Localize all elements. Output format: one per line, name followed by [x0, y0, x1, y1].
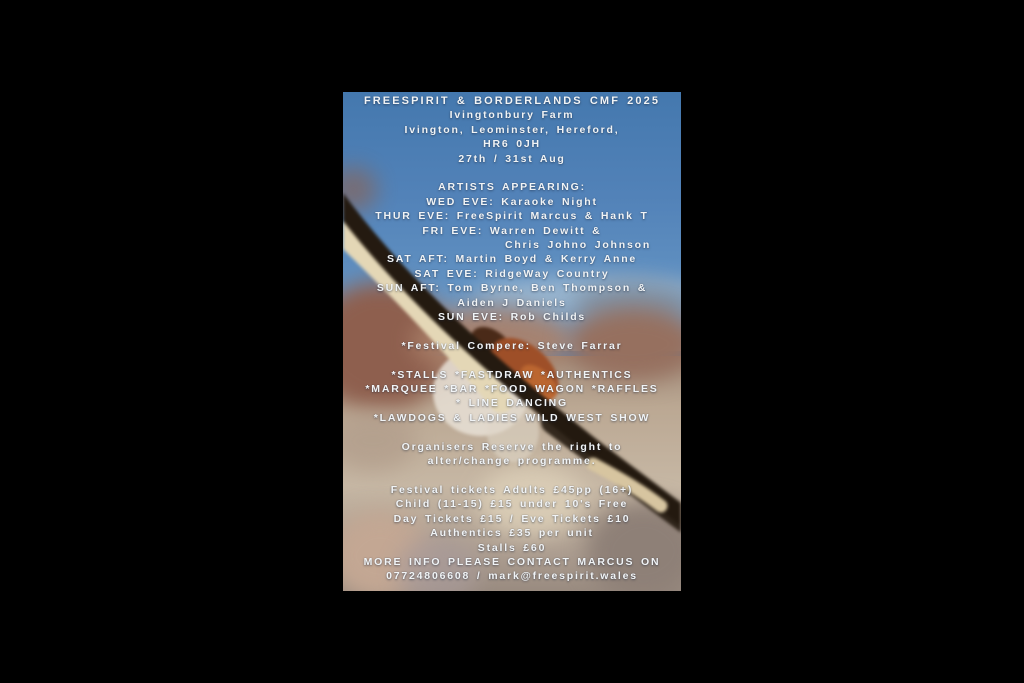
artist-line: WED EVE: Karaoke Night — [426, 195, 598, 208]
attraction-line: *LAWDOGS & LADIES WILD WEST SHOW — [373, 411, 651, 424]
phone-email-line: 07724806608 / mark@freespirit.wales — [386, 570, 638, 583]
poster-title: FREESPIRIT & BORDERLANDS CMF 2025 — [363, 95, 661, 107]
ticket-price-line: Festival tickets Adults £45pp (16+) — [390, 483, 634, 496]
poster-text-overlay — [343, 92, 681, 591]
artist-line: SUN AFT: Tom Byrne, Ben Thompson & — [376, 282, 648, 295]
compere-block — [343, 339, 681, 353]
ticket-price-line: Child (11-15) £15 under 10's Free — [395, 498, 629, 511]
tickets-block — [343, 483, 681, 584]
event-dates: 27th / 31st Aug — [458, 152, 566, 165]
artist-line: SAT AFT: Martin Boyd & Kerry Anne — [386, 253, 638, 266]
artist-line: THUR EVE: FreeSpirit Marcus & Hank T — [375, 210, 649, 223]
compere-line: *Festival Compere: Steve Farrar — [401, 339, 623, 352]
contact-info-line: MORE INFO PLEASE CONTACT MARCUS ON — [363, 555, 661, 568]
venue-address: Ivington, Leominster, Hereford, — [404, 123, 620, 136]
ticket-price-line: Authentics £35 per unit — [430, 527, 594, 540]
attraction-line: *STALLS *FASTDRAW *AUTHENTICS — [391, 368, 633, 381]
ticket-price-line: Stalls £60 — [477, 541, 547, 554]
attractions-block — [343, 368, 681, 426]
artist-line: SUN EVE: Rob Childs — [437, 311, 587, 324]
venue-name: Ivingtonbury Farm — [449, 109, 575, 122]
ticket-price-line: Day Tickets £15 / Eve Tickets £10 — [393, 512, 631, 525]
attraction-line: *MARQUEE *BAR *FOOD WAGON *RAFFLES — [365, 383, 659, 396]
artist-line: SAT EVE: RidgeWay Country — [414, 267, 610, 280]
disclaimer-block — [343, 440, 681, 469]
artists-block — [343, 180, 681, 324]
poster-header-block — [343, 94, 681, 166]
artists-heading: ARTISTS APPEARING: — [438, 181, 586, 194]
festival-poster — [343, 92, 681, 591]
artist-line: FRI EVE: Warren Dewitt & — [422, 224, 602, 237]
artist-line: Chris Johno Johnson — [504, 239, 652, 252]
venue-postcode: HR6 0JH — [483, 138, 541, 151]
artist-line: Aiden J Daniels — [457, 296, 567, 309]
attraction-line: * LINE DANCING — [455, 397, 569, 410]
disclaimer-line: alter/change programme. — [427, 455, 597, 468]
disclaimer-line: Organisers Reserve the right to — [401, 440, 623, 453]
